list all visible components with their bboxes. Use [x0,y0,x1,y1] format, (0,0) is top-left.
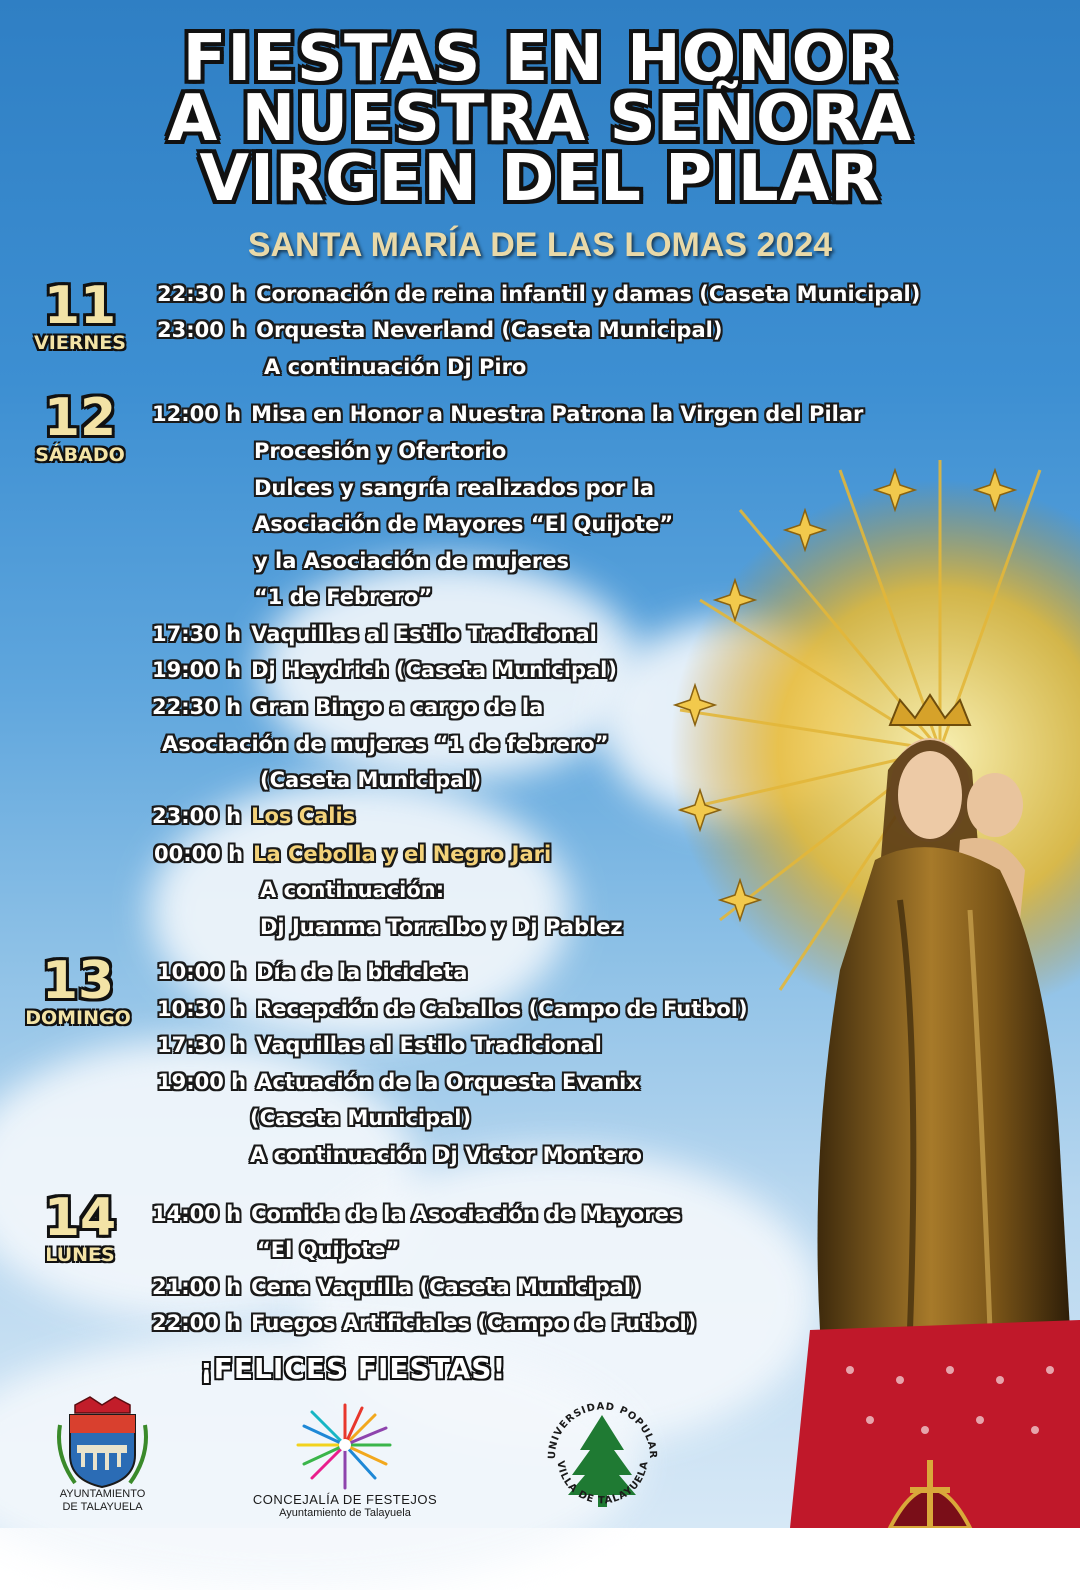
event-time: 22:00 h [152,1311,242,1335]
event-text: Dulces y sangría realizados por la [254,476,655,500]
event-text: Fuegos Artificiales (Campo de Futbol) [251,1311,697,1335]
event-text: “1 de Febrero” [254,585,433,609]
concejalia-caption-line-2: Ayuntamiento de Talayuela [279,1507,411,1519]
fireworks-burst-logo [290,1400,400,1490]
schedule-line [157,318,722,342]
poster-subtitle: SANTA MARÍA DE LAS LOMAS 2024 [247,226,833,264]
event-text: Asociación de mujeres “1 de febrero” [162,732,609,756]
town-coat-of-arms-logo [55,1395,150,1490]
schedule-line [250,1143,642,1167]
event-text: A continuación Dj Piro [264,355,527,379]
schedule-line [152,1202,681,1226]
schedule-line [154,842,551,866]
schedule-line [260,768,481,792]
event-text: Misa en Honor a Nuestra Patrona la Virgen del Pilar [251,402,864,426]
closing-greeting: ¡FELICES FIESTAS! [200,1352,507,1385]
event-text: Coronación de reina infantil y damas (Caseta Municipal) [256,282,921,306]
event-time: 23:00 h [157,318,247,342]
schedule-line [157,282,920,306]
poster-title-line-3: VIRGEN DEL PILAR [199,142,881,216]
ayuntamiento-caption [40,1488,165,1514]
schedule-line [254,476,654,500]
schedule-line [254,585,432,609]
day-name: SÁBADO [35,444,125,466]
event-text: (Caseta Municipal) [250,1106,472,1130]
poster-title-line-1: FIESTAS EN HONOR [182,22,898,96]
concejalia-caption-line-1: CONCEJALÍA DE FESTEJOS [252,1492,438,1507]
event-time: 22:30 h [152,695,242,719]
schedule-line [152,622,597,646]
schedule-line [152,402,863,426]
schedule-line [152,1311,696,1335]
ayuntamiento-caption-line-2: DE TALAYUELA [62,1501,143,1513]
schedule-line [260,915,623,939]
schedule-line [254,439,506,463]
event-text: Procesión y Ofertorio [254,439,507,463]
event-time: 23:00 h [152,804,242,828]
event-text: Vaquillas al Estilo Tradicional [256,1033,602,1057]
schedule-line [157,1033,602,1057]
virgin-statue-illustration [640,450,1080,1528]
event-text: Los Calis [251,804,356,828]
event-time: 17:30 h [152,622,242,646]
schedule-line [254,512,673,536]
schedule-line [152,1275,641,1299]
day-name: LUNES [45,1244,115,1266]
event-text: “El Quijote” [257,1238,400,1262]
universidad-top-arc-path: UNIVERSIDAD POPULAR [546,1401,659,1460]
event-text: A continuación Dj Victor Montero [250,1143,642,1167]
schedule-line [162,732,609,756]
schedule-line [152,804,355,828]
day-number: 12 [43,388,117,448]
event-text: Orquesta Neverland (Caseta Municipal) [256,318,723,342]
day-number: 14 [43,1188,117,1248]
schedule-line [250,1106,471,1130]
event-text: A continuación: [260,878,445,902]
schedule-line [257,1238,399,1262]
event-text: Dj Heydrich (Caseta Municipal) [251,658,617,682]
event-time: 22:30 h [157,282,247,306]
universidad-bottom-arc-path: VILLA DE TALAYUELA [554,1459,651,1507]
day-marker-lunes [5,1188,155,1266]
day-marker-viernes [5,276,155,354]
event-time: 00:00 h [154,842,244,866]
schedule-line [157,997,748,1021]
event-text: Asociación de Mayores “El Quijote” [254,512,674,536]
event-text: Recepción de Caballos (Campo de Futbol) [256,997,748,1021]
poster-title-line-2: A NUESTRA SEÑORA [167,82,913,156]
event-text: Gran Bingo a cargo de la [251,695,544,719]
schedule-line [260,878,444,902]
event-text: Dj Juanma Torralbo y Dj Pablez [260,915,623,939]
day-name: VIERNES [34,332,126,354]
event-text: Día de la bicicleta [256,960,468,984]
schedule-line [152,658,617,682]
event-time: 10:30 h [157,997,247,1021]
day-marker-domingo [3,951,153,1029]
schedule-line [157,1070,640,1094]
event-time: 10:00 h [157,960,247,984]
day-marker-sabado [5,388,155,466]
schedule-line [254,549,569,573]
day-number: 11 [43,276,117,336]
schedule-line [157,960,467,984]
event-time: 19:00 h [157,1070,247,1094]
universidad-popular-tree-logo [540,1395,665,1520]
ayuntamiento-caption-line-1: AYUNTAMIENTO [59,1488,146,1500]
concejalia-caption [240,1492,450,1519]
event-text: Vaquillas al Estilo Tradicional [251,622,597,646]
event-time: 14:00 h [152,1202,242,1226]
event-text: (Caseta Municipal) [260,768,482,792]
day-name: DOMINGO [25,1007,131,1029]
schedule-line [264,355,526,379]
event-time: 12:00 h [152,402,242,426]
event-time: 17:30 h [157,1033,247,1057]
event-time: 21:00 h [152,1275,242,1299]
event-text: y la Asociación de mujeres [254,549,569,573]
event-time: 19:00 h [152,658,242,682]
event-text: Actuación de la Orquesta Evanix [256,1070,640,1094]
event-text: La Cebolla y el Negro Jari [253,842,552,866]
event-text: Cena Vaquilla (Caseta Municipal) [251,1275,641,1299]
schedule-line [152,695,543,719]
day-number: 13 [41,951,115,1011]
event-text: Comida de la Asociación de Mayores [251,1202,682,1226]
